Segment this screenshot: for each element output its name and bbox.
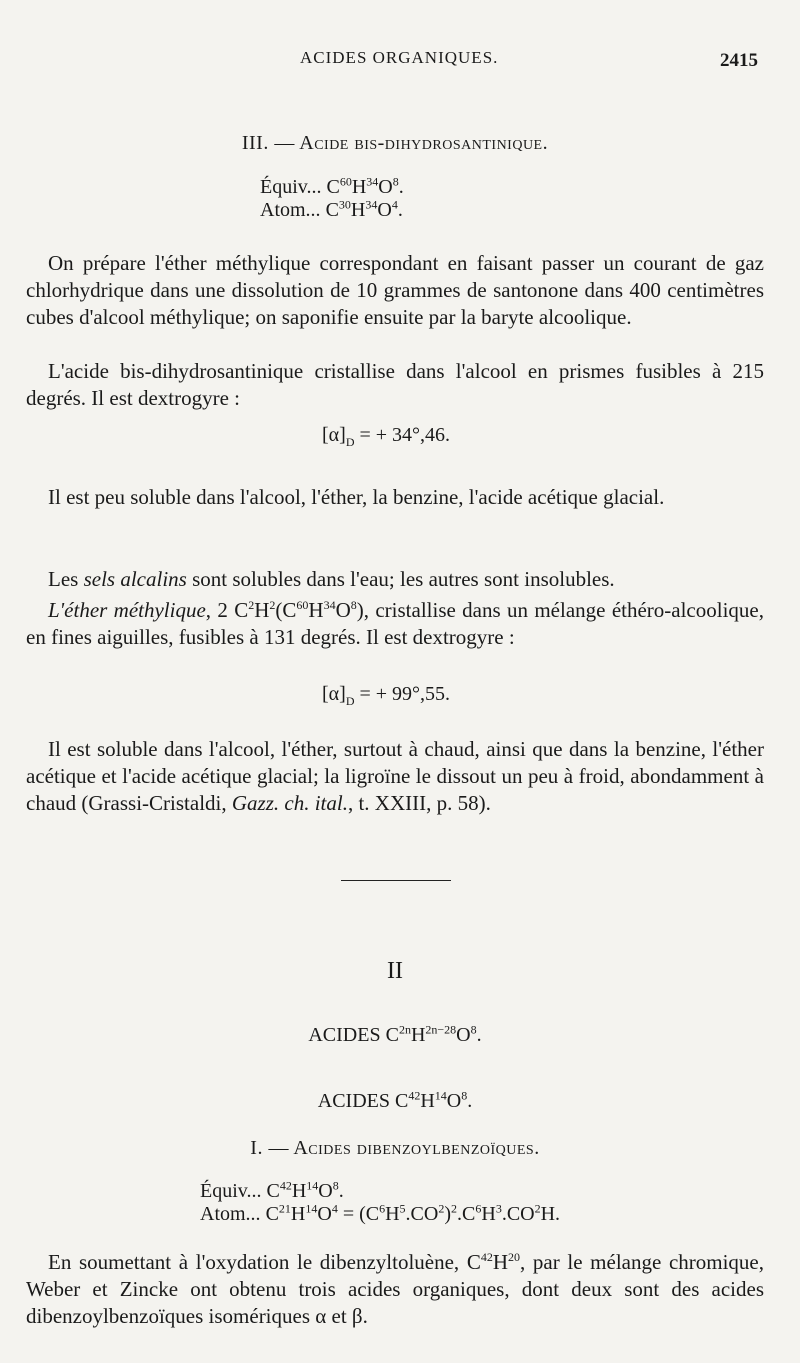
paragraph-methyl-ether: L'éther méthylique, 2 $C^2H^2(C^{60}H^{34}O^8)$, cristallise dans un mélange éthéro-alcoolique, en fines aiguilles, fusibles à 131 degrés. Il est dextrogyre : (26, 598, 764, 649)
section-title-prefix: III. — A (241, 132, 315, 154)
atom-label-i: Atom... (200, 1203, 261, 1225)
specific-acid-title: ACIDES $C^{42}H^{14}O^8$. (317, 1088, 473, 1112)
section-title-iii (26, 132, 764, 155)
ether-solubility-b: , t. XXIII, p. 58). (347, 791, 491, 815)
general-acid-title: ACIDES $C^{2n}H^{2n-28}O^8$. (308, 1022, 482, 1046)
page-header (0, 48, 800, 76)
equiv-label-i: Équiv... (200, 1180, 262, 1202)
part-numeral: II (387, 958, 403, 984)
section-i-text: cides dibenzoylbenzoïques. (308, 1137, 540, 1159)
paragraph-solubility: Il est peu soluble dans l'alcool, l'éther, la benzine, l'acide acétique glacial. (48, 485, 665, 509)
section-title-i (26, 1137, 764, 1160)
equiv-formula: Équiv... $C^{60}H^{34}O^8$. (260, 174, 404, 198)
section-title-text: cide bis-dihydrosantinique. (314, 132, 549, 154)
ether-solubility-a: Il est soluble dans l'alcool, l'éther, surtout à chaud, ainsi que dans la benzine, l'éther acétique et l'acide acétique glacial; la ligroïne le dissout un peu à froid, abondamment à chaud (Grassi-Cristaldi, (26, 737, 764, 815)
page-number: 2415 (720, 50, 758, 71)
running-title: ACIDES ORGANIQUES. (300, 48, 499, 67)
paragraph-oxidation: En soumettant à l'oxydation le dibenzyltoluène, $C^{42}H^{20}$, par le mélange chromique, Weber et Zincke ont obtenu trois acides organiques, dont deux sont des acides dibenzoylbenzoïques isomériques α et β. (26, 1250, 764, 1328)
oxidation-text-b: , par le mélange chromique, Weber et Zincke ont obtenu trois acides organiques, dont deux sont des acides dibenzoylbenzoïques isomériques α et β. (26, 1250, 764, 1328)
methyl-ether-term: L'éther méthylique (48, 598, 206, 622)
equiv-label: Équiv... (260, 176, 322, 198)
salts-intro: Les (48, 567, 84, 591)
salts-rest: sont solubles dans l'eau; les autres sont insolubles. (186, 567, 615, 591)
section-i-prefix: I. — A (250, 1137, 309, 1159)
section-divider (341, 880, 451, 881)
atom-label: Atom... (260, 199, 321, 221)
oxidation-text-a: En soumettant à l'oxydation le dibenzyltoluène, C (48, 1250, 481, 1274)
paragraph-ether-solubility (26, 736, 764, 817)
rotation-ether-value: = + 99°,55. (359, 683, 451, 705)
atom-formula-i: Atom... $C^{21}H^{14}O^4 = (C^6H^5.CO^2)^2.C^6H^3.CO^2H$. (200, 1201, 561, 1225)
specific-acid-label: ACIDES (317, 1090, 390, 1112)
rotation-ether: $[\alpha]_D$ = + 99°,55. (322, 683, 451, 708)
general-acid-label: ACIDES (308, 1024, 381, 1046)
methyl-ether-text-a: , 2 C (205, 598, 249, 622)
paragraph-salts (26, 566, 764, 593)
rotation-acid-value: = + 34°,46. (359, 424, 451, 446)
methyl-ether-text-b: ), cristallise dans un mélange éthéro-alcoolique, en fines aiguilles, fusibles à 131 degrés. Il est dextrogyre : (26, 598, 764, 649)
journal-citation: Gazz. ch. ital. (231, 791, 348, 815)
rotation-acid: $[\alpha]_D$ = + 34°,46. (322, 424, 451, 449)
atom-formula: Atom... $C^{30}H^{34}O^4$. (260, 197, 403, 221)
paragraph-preparation: On prépare l'éther méthylique correspondant en faisant passer un courant de gaz chlorhydrique dans une dissolution de 10 grammes de santonone dans 400 centimètres cubes d'alcool méthylique; on saponifie ensuite par la baryte alcoolique. (26, 251, 764, 329)
equiv-formula-i: Équiv... $C^{42}H^{14}O^8$. (200, 1178, 344, 1202)
salts-term: sels alcalins (83, 567, 187, 591)
paragraph-crystallisation: L'acide bis-dihydrosantinique cristallise dans l'alcool en prismes fusibles à 215 degrés. Il est dextrogyre : (26, 359, 764, 410)
